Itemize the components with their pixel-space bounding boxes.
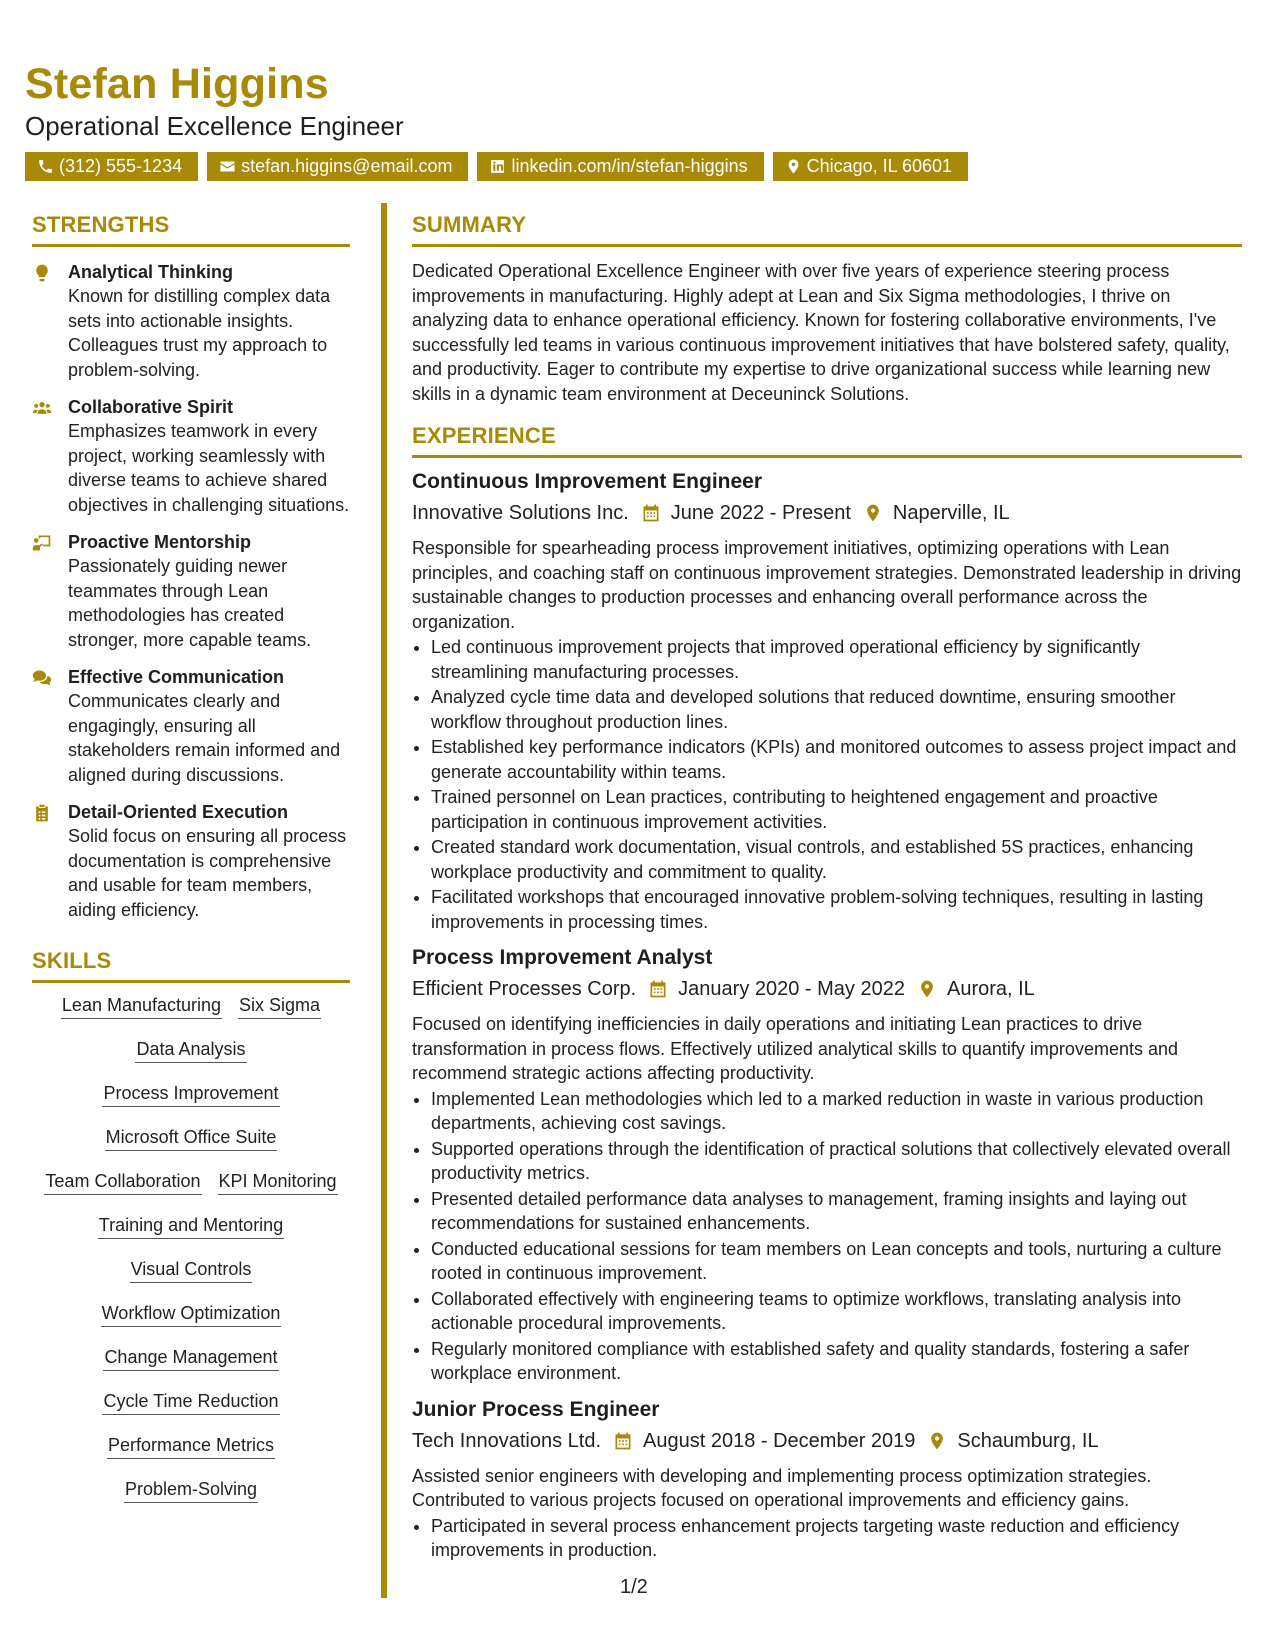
skill-tag: Data Analysis: [135, 1039, 246, 1063]
job-bullets: [412, 1514, 1242, 1563]
strength-title: Collaborative Spirit: [68, 397, 234, 417]
left-column: [32, 212, 350, 1523]
job-entry: [412, 944, 1242, 1386]
skills-list: [32, 995, 350, 1523]
strength-desc: Passionately guiding newer teammates through Lean methodologies has created stronger, more capable teams.: [68, 556, 312, 650]
map-pin-icon: [785, 158, 802, 175]
map-pin-icon: [863, 503, 883, 523]
strength-title: Proactive Mentorship: [68, 532, 252, 552]
bullet-item: • Participated in several process enhancement projects targeting waste reduction and efficiency improvements in production.: [431, 1514, 1242, 1563]
job-location: Aurora, IL: [946, 978, 1035, 1000]
phone-chip[interactable]: [25, 152, 198, 181]
skill-tag: Six Sigma: [238, 995, 321, 1019]
bullet-item: • Supported operations through the identification of practical solutions that collectively elevated overall productivity metrics.: [431, 1137, 1242, 1186]
phone-icon: [37, 158, 54, 175]
location-text: Chicago, IL 60601: [806, 156, 953, 176]
bullet-item: • Established key performance indicators (KPIs) and monitored outcomes to assess project impact and generate accountability within teams.: [431, 735, 1242, 784]
job-company: Efficient Processes Corp.: [412, 978, 637, 1000]
job-dates: August 2018 - December 2019: [643, 1429, 916, 1452]
job-description: Focused on identifying inefficiencies in daily operations and initiating Lean practices to drive transformation in process flows. Effectively utilized analytical skills to quantify improvements and recommend strategic actions affecting productivity.: [412, 1014, 1179, 1083]
job-entry: [412, 1396, 1242, 1563]
job-dates: January 2020 - May 2022: [678, 978, 905, 1000]
calendar-icon: [613, 1431, 633, 1451]
strength-title: Effective Communication: [68, 667, 285, 687]
clipboard-list-icon: [32, 803, 52, 823]
right-column: [412, 212, 1242, 1564]
job-bullets: [412, 635, 1242, 934]
job-meta: [412, 974, 1242, 1004]
contact-bar: [25, 152, 968, 181]
chalkboard-teacher-icon: [32, 533, 52, 553]
email-text: stefan.higgins@email.com: [241, 156, 453, 176]
job-location: Schaumburg, IL: [957, 1429, 1099, 1452]
strength-desc: Known for distilling complex data sets into actionable insights. Colleagues trust my approach to problem-solving.: [68, 286, 331, 380]
users-icon: [32, 398, 52, 418]
skills-heading: SKILLS: [32, 948, 350, 983]
bullet-item: • Created standard work documentation, visual controls, and established 5S practices, enhancing workplace productivity and commitment to quality.: [431, 835, 1242, 884]
job-company: Innovative Solutions Inc.: [412, 502, 629, 524]
job-title: Junior Process Engineer: [412, 1397, 660, 1421]
bullet-item: • Presented detailed performance data analyses to management, framing insights and laying out recommendations for sustained enhancements.: [431, 1187, 1242, 1236]
strength-desc: Emphasizes teamwork in every project, working seamlessly with diverse teams to achieve shared objectives in challenging situations.: [68, 421, 350, 515]
job-location: Naperville, IL: [892, 502, 1010, 524]
strengths-list: [32, 260, 350, 922]
bullet-item: • Led continuous improvement projects that improved operational efficiency by significantly streamlining manufacturing processes.: [431, 635, 1242, 684]
linkedin-icon: [489, 158, 506, 175]
summary-text: Dedicated Operational Excellence Engineer with over five years of experience steering process improvements in manufacturing. Highly adept at Lean and Six Sigma methodologies, I thrive on analyzing data to enhance operational efficiency. Known for fostering collaborative environments, I've successfully led teams in various continuous improvement initiatives that have bolstered safety, quality, and productivity. Eager to contribute my expertise to drive organizational success while learning new skills in a dynamic team environment at Deceuninck Solutions.: [412, 261, 1230, 404]
bullet-item: • Analyzed cycle time data and developed solutions that reduced downtime, ensuring smoother workflow throughout production lines.: [431, 685, 1242, 734]
strength-item: [32, 530, 350, 652]
bullet-item: • Facilitated workshops that encouraged innovative problem-solving techniques, resulting in lasting improvements in processing times.: [431, 885, 1242, 934]
strength-title: Analytical Thinking: [68, 262, 234, 282]
strength-item: [32, 260, 350, 382]
bullet-item: • Regularly monitored compliance with established safety and quality standards, fostering a safer workplace environment.: [431, 1337, 1242, 1386]
job-meta: [412, 1426, 1242, 1456]
skill-tag: Training and Mentoring: [98, 1215, 284, 1239]
location-chip[interactable]: [773, 152, 968, 181]
strength-item: [32, 395, 350, 517]
job-description: Responsible for spearheading process improvement initiatives, optimizing operations with Lean principles, and coaching staff on continuous improvement strategies. Demonstrated leadership in driving sustainable changes to production processes and enhancing overall performance across the organization.: [412, 538, 1242, 632]
skill-tag: Team Collaboration: [44, 1171, 201, 1195]
skill-tag: Change Management: [103, 1347, 278, 1371]
phone-text: (312) 555-1234: [59, 156, 183, 176]
strength-desc: Communicates clearly and engagingly, ensuring all stakeholders remain informed and aligned during discussions.: [68, 691, 341, 785]
job-company: Tech Innovations Ltd.: [412, 1429, 602, 1452]
job-description: Assisted senior engineers with developing and implementing process optimization strategies. Contributed to various projects focused on operational improvements and efficiency gains.: [412, 1465, 1152, 1510]
strength-item: [32, 800, 350, 922]
map-pin-icon: [927, 1431, 947, 1451]
envelope-icon: [219, 158, 236, 175]
skill-tag: Workflow Optimization: [101, 1303, 282, 1327]
strengths-heading: STRENGTHS: [32, 212, 350, 247]
skill-tag: Visual Controls: [130, 1259, 253, 1283]
bullet-item: • Conducted educational sessions for team members on Lean concepts and tools, nurturing a culture rooted in continuous improvement.: [431, 1237, 1242, 1286]
job-meta: [412, 498, 1242, 528]
email-chip[interactable]: [207, 152, 468, 181]
linkedin-text: linkedin.com/in/stefan-higgins: [511, 156, 748, 176]
skill-tag: Performance Metrics: [107, 1435, 275, 1459]
calendar-icon: [641, 503, 661, 523]
job-title: Process Improvement Analyst: [412, 946, 713, 969]
skill-tag: Microsoft Office Suite: [105, 1127, 278, 1151]
calendar-icon: [648, 979, 668, 999]
experience-heading: EXPERIENCE: [412, 423, 1242, 458]
skill-tag: Problem-Solving: [124, 1479, 258, 1503]
strength-desc: Solid focus on ensuring all process documentation is comprehensive and usable for team members, aiding efficiency.: [68, 826, 347, 920]
bullet-item: • Trained personnel on Lean practices, contributing to heightened engagement and proactive participation in continuous improvement activities.: [431, 785, 1242, 834]
lightbulb-icon: [32, 263, 52, 283]
job-entry: [412, 468, 1242, 934]
bullet-item: • Implemented Lean methodologies which led to a marked reduction in waste in various production departments, achieving cost savings.: [431, 1087, 1242, 1136]
skill-tag: Cycle Time Reduction: [102, 1391, 279, 1415]
job-dates: June 2022 - Present: [670, 502, 851, 524]
page-number: 1/2: [620, 1576, 648, 1598]
job-title: Continuous Improvement Engineer: [412, 470, 763, 493]
candidate-name: Stefan Higgins: [25, 60, 329, 108]
map-pin-icon: [917, 979, 937, 999]
bullet-item: • Collaborated effectively with engineering teams to optimize workflows, translating analysis into actionable procedural improvements.: [431, 1287, 1242, 1336]
skill-tag: KPI Monitoring: [218, 1171, 338, 1195]
candidate-role: Operational Excellence Engineer: [25, 111, 404, 141]
summary-heading: SUMMARY: [412, 212, 1242, 247]
linkedin-chip[interactable]: [477, 152, 763, 181]
skill-tag: Lean Manufacturing: [61, 995, 222, 1019]
comments-icon: [32, 668, 52, 688]
column-divider: [381, 203, 387, 1598]
strength-item: [32, 665, 350, 787]
skill-tag: Process Improvement: [102, 1083, 279, 1107]
job-bullets: [412, 1087, 1242, 1386]
strength-title: Detail-Oriented Execution: [68, 802, 289, 822]
